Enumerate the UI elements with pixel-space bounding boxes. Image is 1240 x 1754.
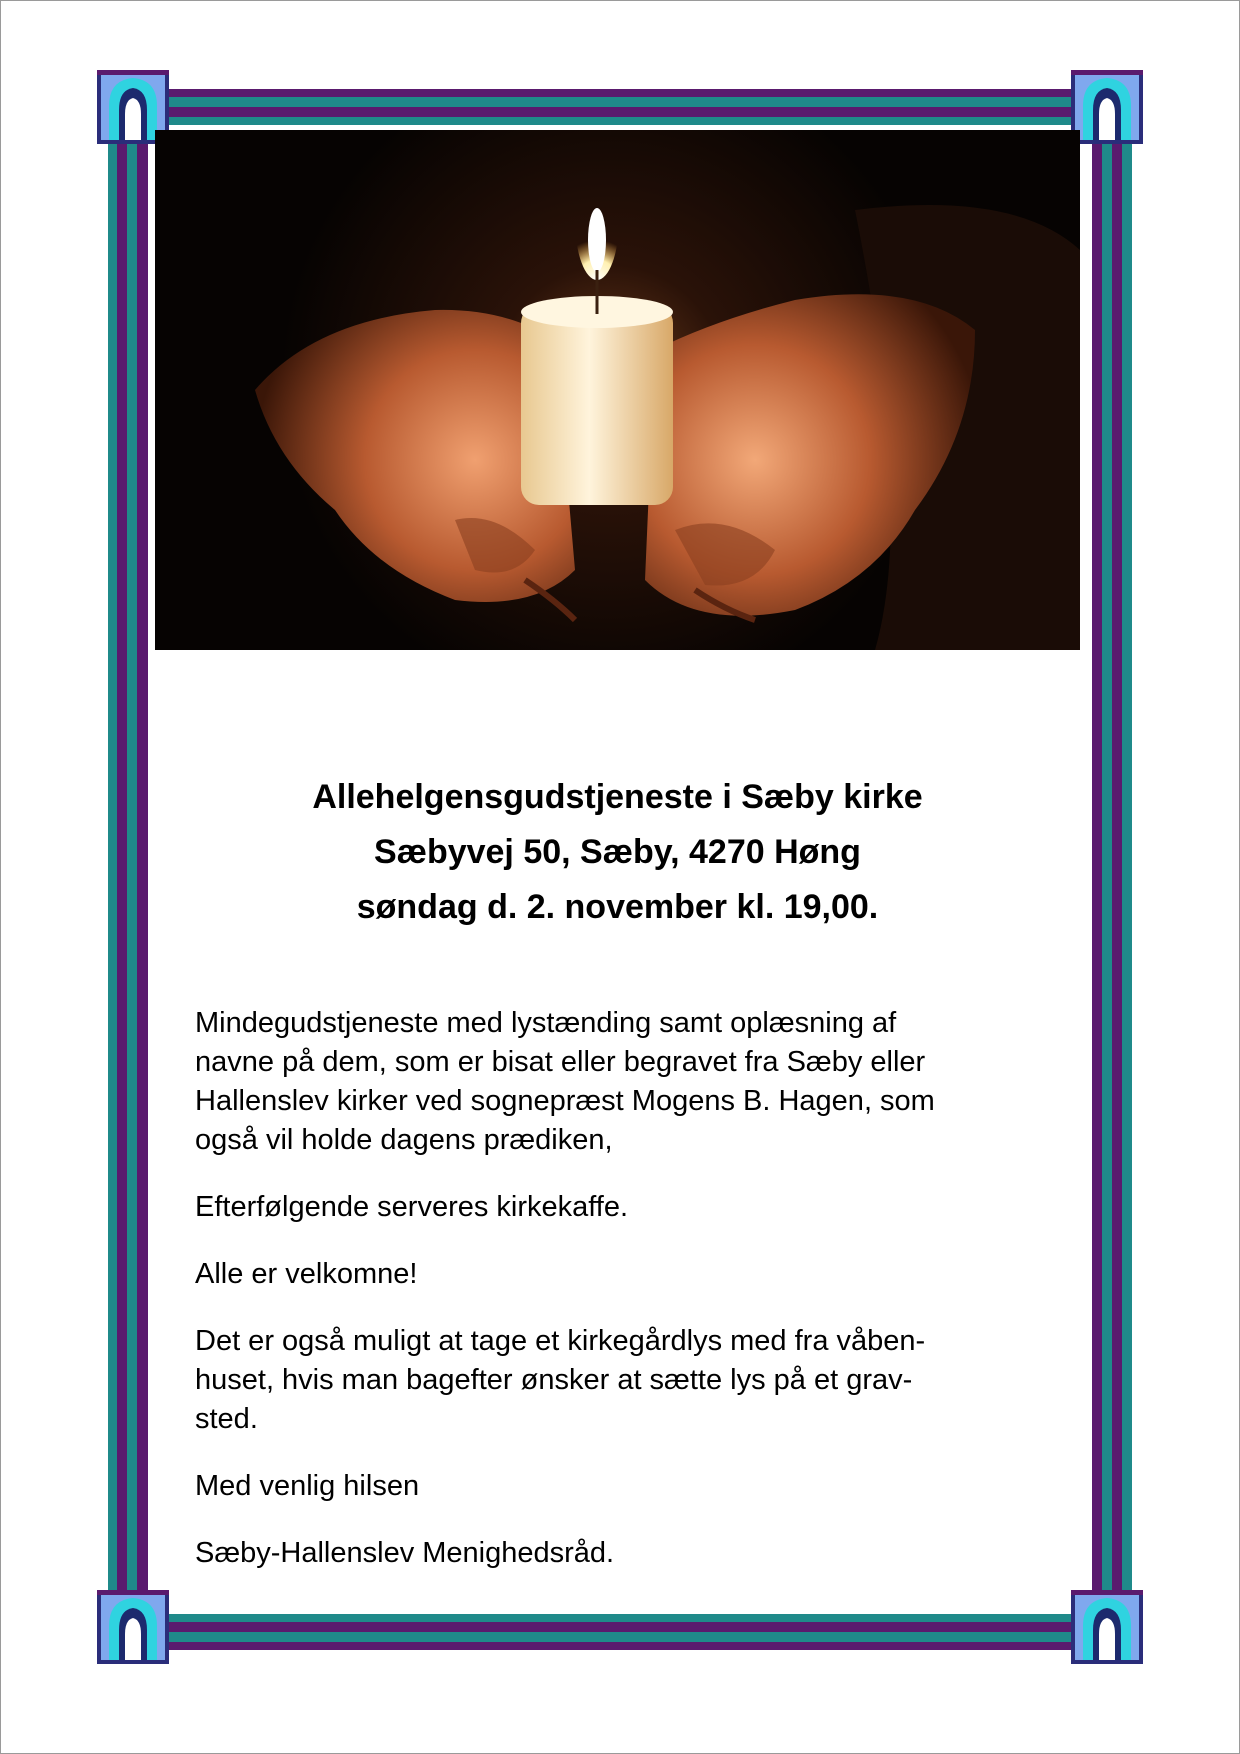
heading-title: Allehelgensgudstjeneste i Sæby kirke [312,778,923,816]
paragraph-signature: Sæby-Hallenslev Menighedsråd. [195,1537,615,1569]
paragraph-grave-candle: Det er også muligt at tage et kirkegårdlys med fra våben- huset, hvis man bagefter ønsker at sætte lys på et grav- sted. [195,1325,926,1435]
corner-arch-top-right [1071,70,1143,144]
paragraph-greeting: Med venlig hilsen [195,1470,420,1502]
hands-holding-candle-photo [155,130,1080,650]
frame-bottom-bar [150,1614,1090,1650]
paragraph-welcome: Alle er velkomne! [195,1258,418,1290]
announcement-heading [155,770,1080,935]
frame-left-bar [108,130,148,1614]
corner-arch-bottom-left [97,1590,169,1664]
paragraph-church-coffee: Efterfølgende serveres kirkekaffe. [195,1191,629,1223]
announcement-body [195,1004,1055,1601]
corner-arch-bottom-right [1071,1590,1143,1664]
heading-date: søndag d. 2. november kl. 19,00. [356,888,879,926]
heading-address: Sæbyvej 50, Sæby, 4270 Høng [374,833,861,871]
frame-top-bar [150,89,1090,125]
paragraph-service-description: Mindegudstjeneste med lystænding samt oplæsning af navne på dem, som er bisat eller begravet fra Sæby eller Hallenslev kirker ved sognepræst Mogens B. Hagen, som også vil holde dagens prædiken, [195,1007,935,1156]
frame-right-bar [1092,130,1132,1614]
